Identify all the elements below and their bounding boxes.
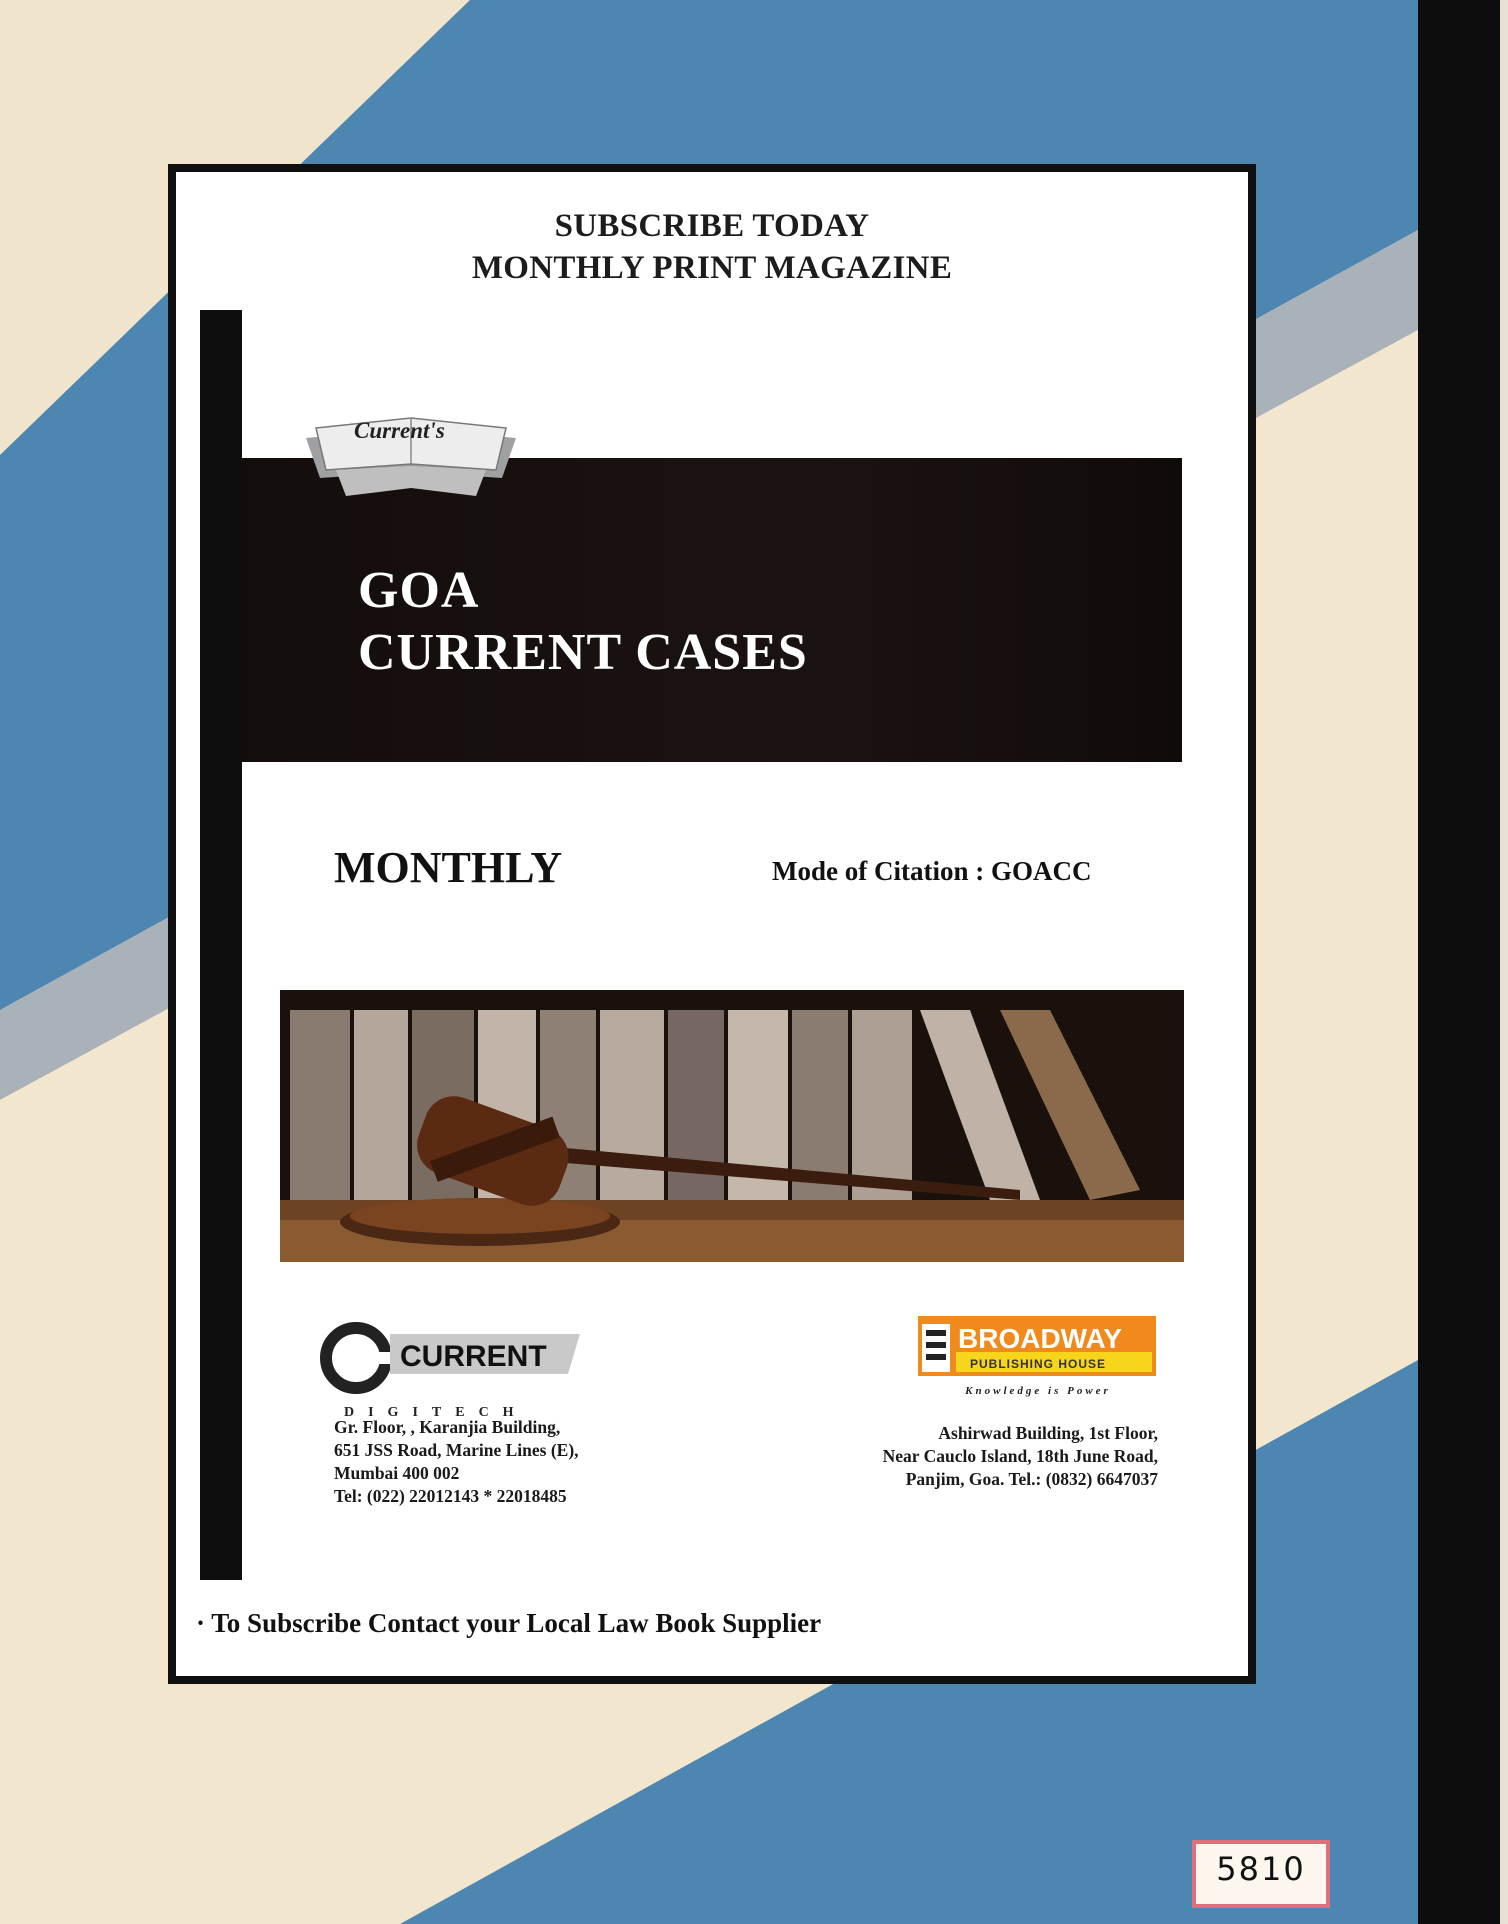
book-spine [1418, 0, 1508, 1924]
frequency-label: MONTHLY [334, 843, 563, 892]
library-stamp [1192, 1840, 1330, 1908]
title-line-1: GOA [358, 562, 480, 619]
left-accent-bar [200, 310, 242, 1580]
headline-subscribe: SUBSCRIBE TODAY [554, 208, 870, 244]
broadway-logo-icon [918, 1316, 1156, 1400]
headline-magazine: MONTHLY PRINT MAGAZINE [471, 250, 953, 286]
title-line-2: CURRENT CASES [358, 624, 808, 681]
svg-text:Knowledge is Power: Knowledge is Power [965, 1385, 1111, 1397]
broadway-address [883, 1422, 1158, 1491]
address-line: Ashirwad Building, 1st Floor, [938, 1423, 1158, 1443]
address-line: 651 JSS Road, Marine Lines (E), [334, 1440, 579, 1460]
svg-text:BROADWAY: BROADWAY [958, 1323, 1122, 1354]
advertisement-card [168, 164, 1256, 1684]
current-logo-icon [320, 1312, 580, 1422]
citation-label: Mode of Citation : GOACC [772, 856, 1092, 886]
magazine-title [358, 560, 808, 684]
gavel-image [280, 990, 1184, 1262]
subscribe-footer: · To Subscribe Contact your Local Law Book Supplier [196, 1608, 822, 1638]
address-phone: Tel: (022) 22012143 * 22018485 [334, 1486, 567, 1506]
subscribe-footer-text: To Subscribe Contact your Local Law Book Supplier [211, 1608, 822, 1638]
current-address [334, 1416, 579, 1508]
svg-text:CURRENT: CURRENT [400, 1340, 547, 1373]
svg-text:DIGITECH: DIGITECH [344, 1405, 528, 1420]
address-line: Mumbai 400 002 [334, 1463, 460, 1483]
brand-tag: Current's [354, 418, 445, 443]
address-phone: Panjim, Goa. Tel.: (0832) 6647037 [905, 1469, 1158, 1489]
svg-text:PUBLISHING HOUSE: PUBLISHING HOUSE [970, 1357, 1107, 1371]
stamp-number: 5810 [1216, 1850, 1306, 1888]
address-line: Gr. Floor, , Karanjia Building, [334, 1417, 561, 1437]
address-line: Near Cauclo Island, 18th June Road, [882, 1446, 1158, 1466]
